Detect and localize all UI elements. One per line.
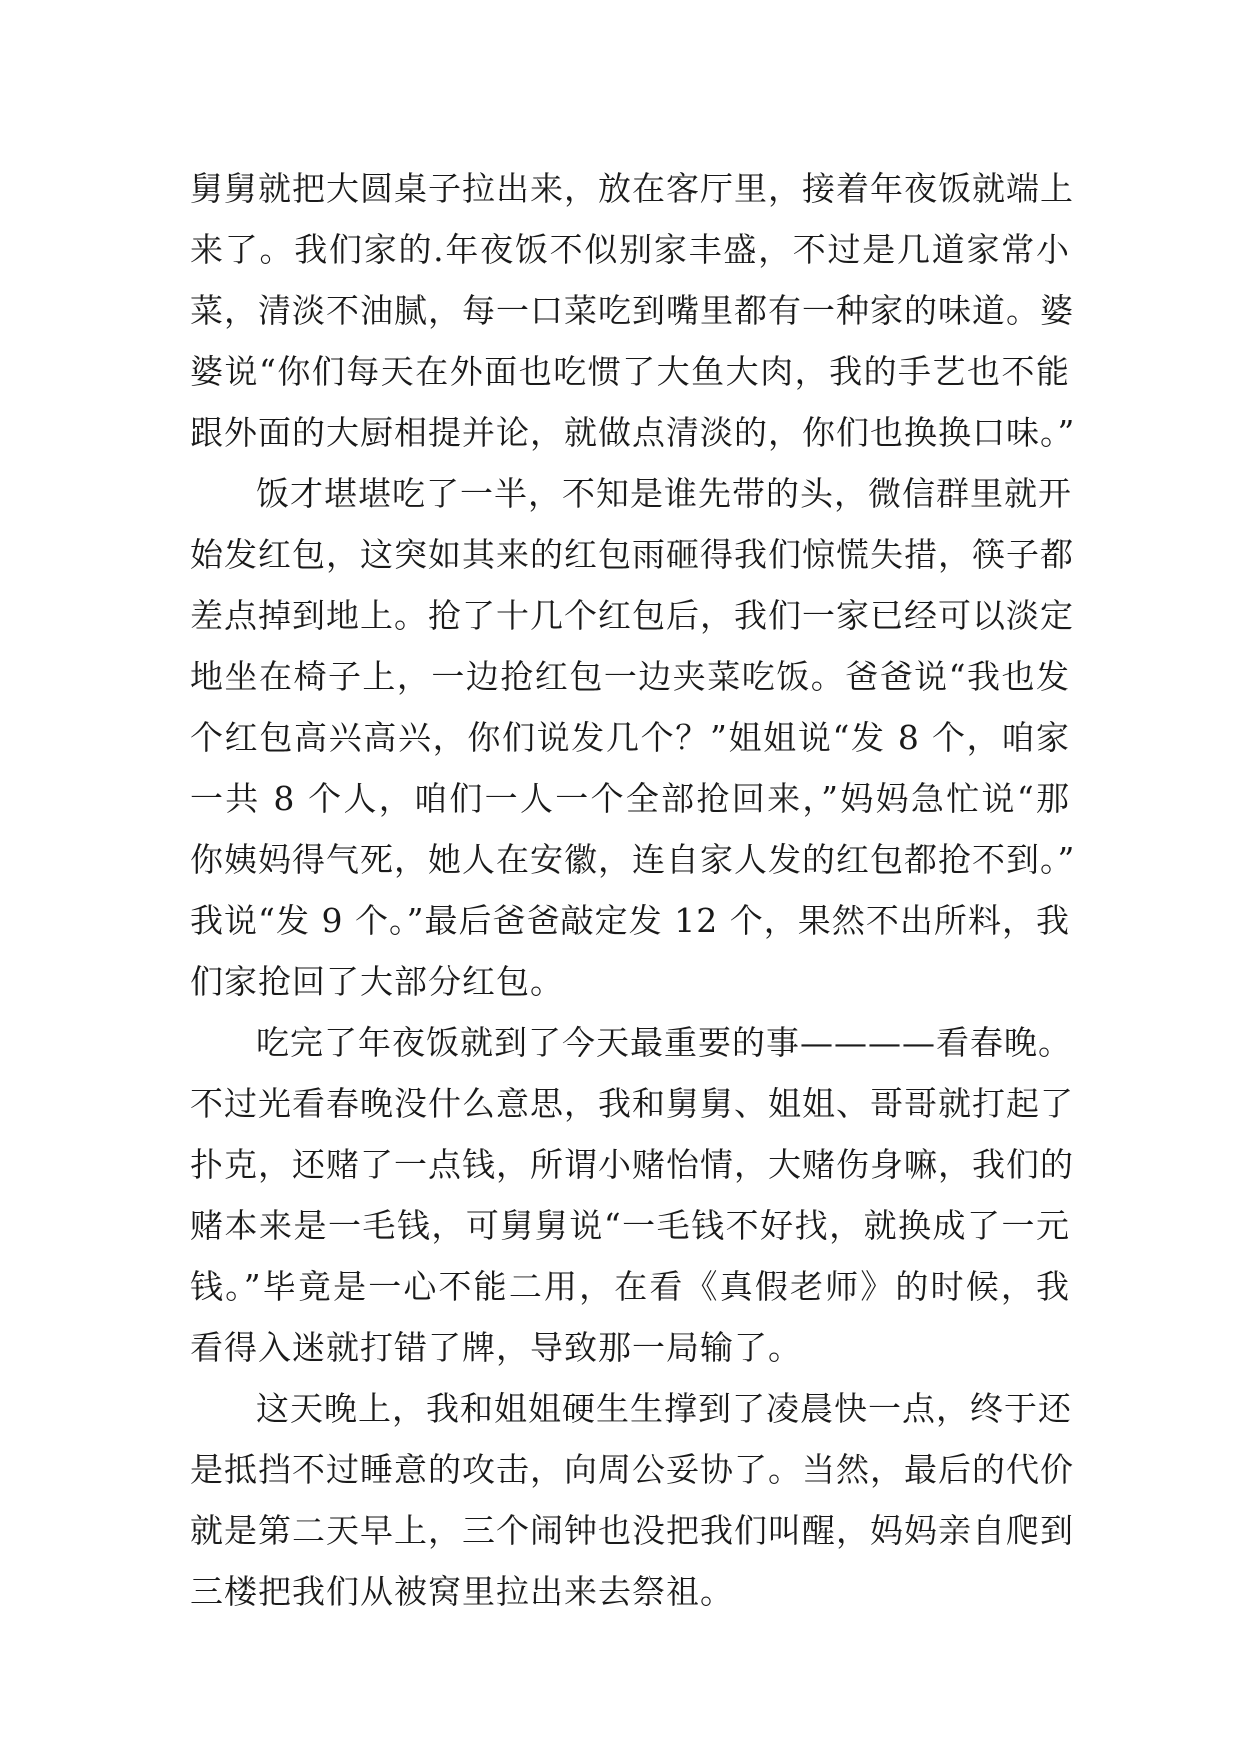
text-line: 差点掉到地上。抢了十几个红包后，我们一家已经可以淡定	[190, 596, 1074, 635]
text-line: 跟外面的大厨相提并论，就做点清淡的，你们也换换口味。”	[190, 413, 1076, 452]
text-line: 我说“发 9 个。”最后爸爸敲定发 12 个，果然不出所料，我	[190, 901, 1070, 940]
paragraph-first-line: 吃完了年夜饭就到了今天最重要的事————看春晚。	[256, 1023, 1072, 1062]
paragraph-first-line: 饭才堪堪吃了一半，不知是谁先带的头，微信群里就开	[256, 474, 1072, 513]
text-line: 个红包高兴高兴，你们说发几个？”姐姐说“发 8 个，咱家	[190, 718, 1070, 757]
text-line: 一共 8 个人，咱们一人一个全部抢回来，”妈妈急忙说“那	[190, 779, 1070, 818]
body-text	[190, 158, 1076, 1622]
text-line: 始发红包，这突如其来的红包雨砸得我们惊慌失措，筷子都	[190, 535, 1074, 574]
text-line: 不过光看春晚没什么意思，我和舅舅、姐姐、哥哥就打起了	[190, 1084, 1074, 1123]
text-line: 们家抢回了大部分红包。	[190, 962, 564, 1001]
text-line: 是抵挡不过睡意的攻击，向周公妥协了。当然，最后的代价	[190, 1450, 1074, 1489]
text-line: 三楼把我们从被窝里拉出来去祭祖。	[190, 1572, 734, 1611]
text-line: 钱。”毕竟是一心不能二用，在看《真假老师》的时候，我	[190, 1267, 1070, 1306]
text-line: 赌本来是一毛钱，可舅舅说“一毛钱不好找，就换成了一元	[190, 1206, 1070, 1245]
text-line: 就是第二天早上，三个闹钟也没把我们叫醒，妈妈亲自爬到	[190, 1511, 1074, 1550]
text-line: 菜，清淡不油腻，每一口菜吃到嘴里都有一种家的味道。婆	[190, 291, 1074, 330]
text-line: 婆说“你们每天在外面也吃惯了大鱼大肉，我的手艺也不能	[190, 352, 1070, 391]
text-line: 来了。我们家的.年夜饭不似别家丰盛，不过是几道家常小	[190, 230, 1070, 269]
text-line: 舅舅就把大圆桌子拉出来，放在客厅里，接着年夜饭就端上	[190, 169, 1074, 208]
text-line: 地坐在椅子上，一边抢红包一边夹菜吃饭。爸爸说“我也发	[190, 657, 1070, 696]
paragraph-first-line: 这天晚上，我和姐姐硬生生撑到了凌晨快一点，终于还	[256, 1389, 1072, 1428]
text-line: 你姨妈得气死，她人在安徽，连自家人发的红包都抢不到。”	[190, 840, 1076, 879]
text-line: 看得入迷就打错了牌，导致那一局输了。	[190, 1328, 802, 1367]
text-line: 扑克，还赌了一点钱，所谓小赌怡情，大赌伤身嘛，我们的	[190, 1145, 1074, 1184]
